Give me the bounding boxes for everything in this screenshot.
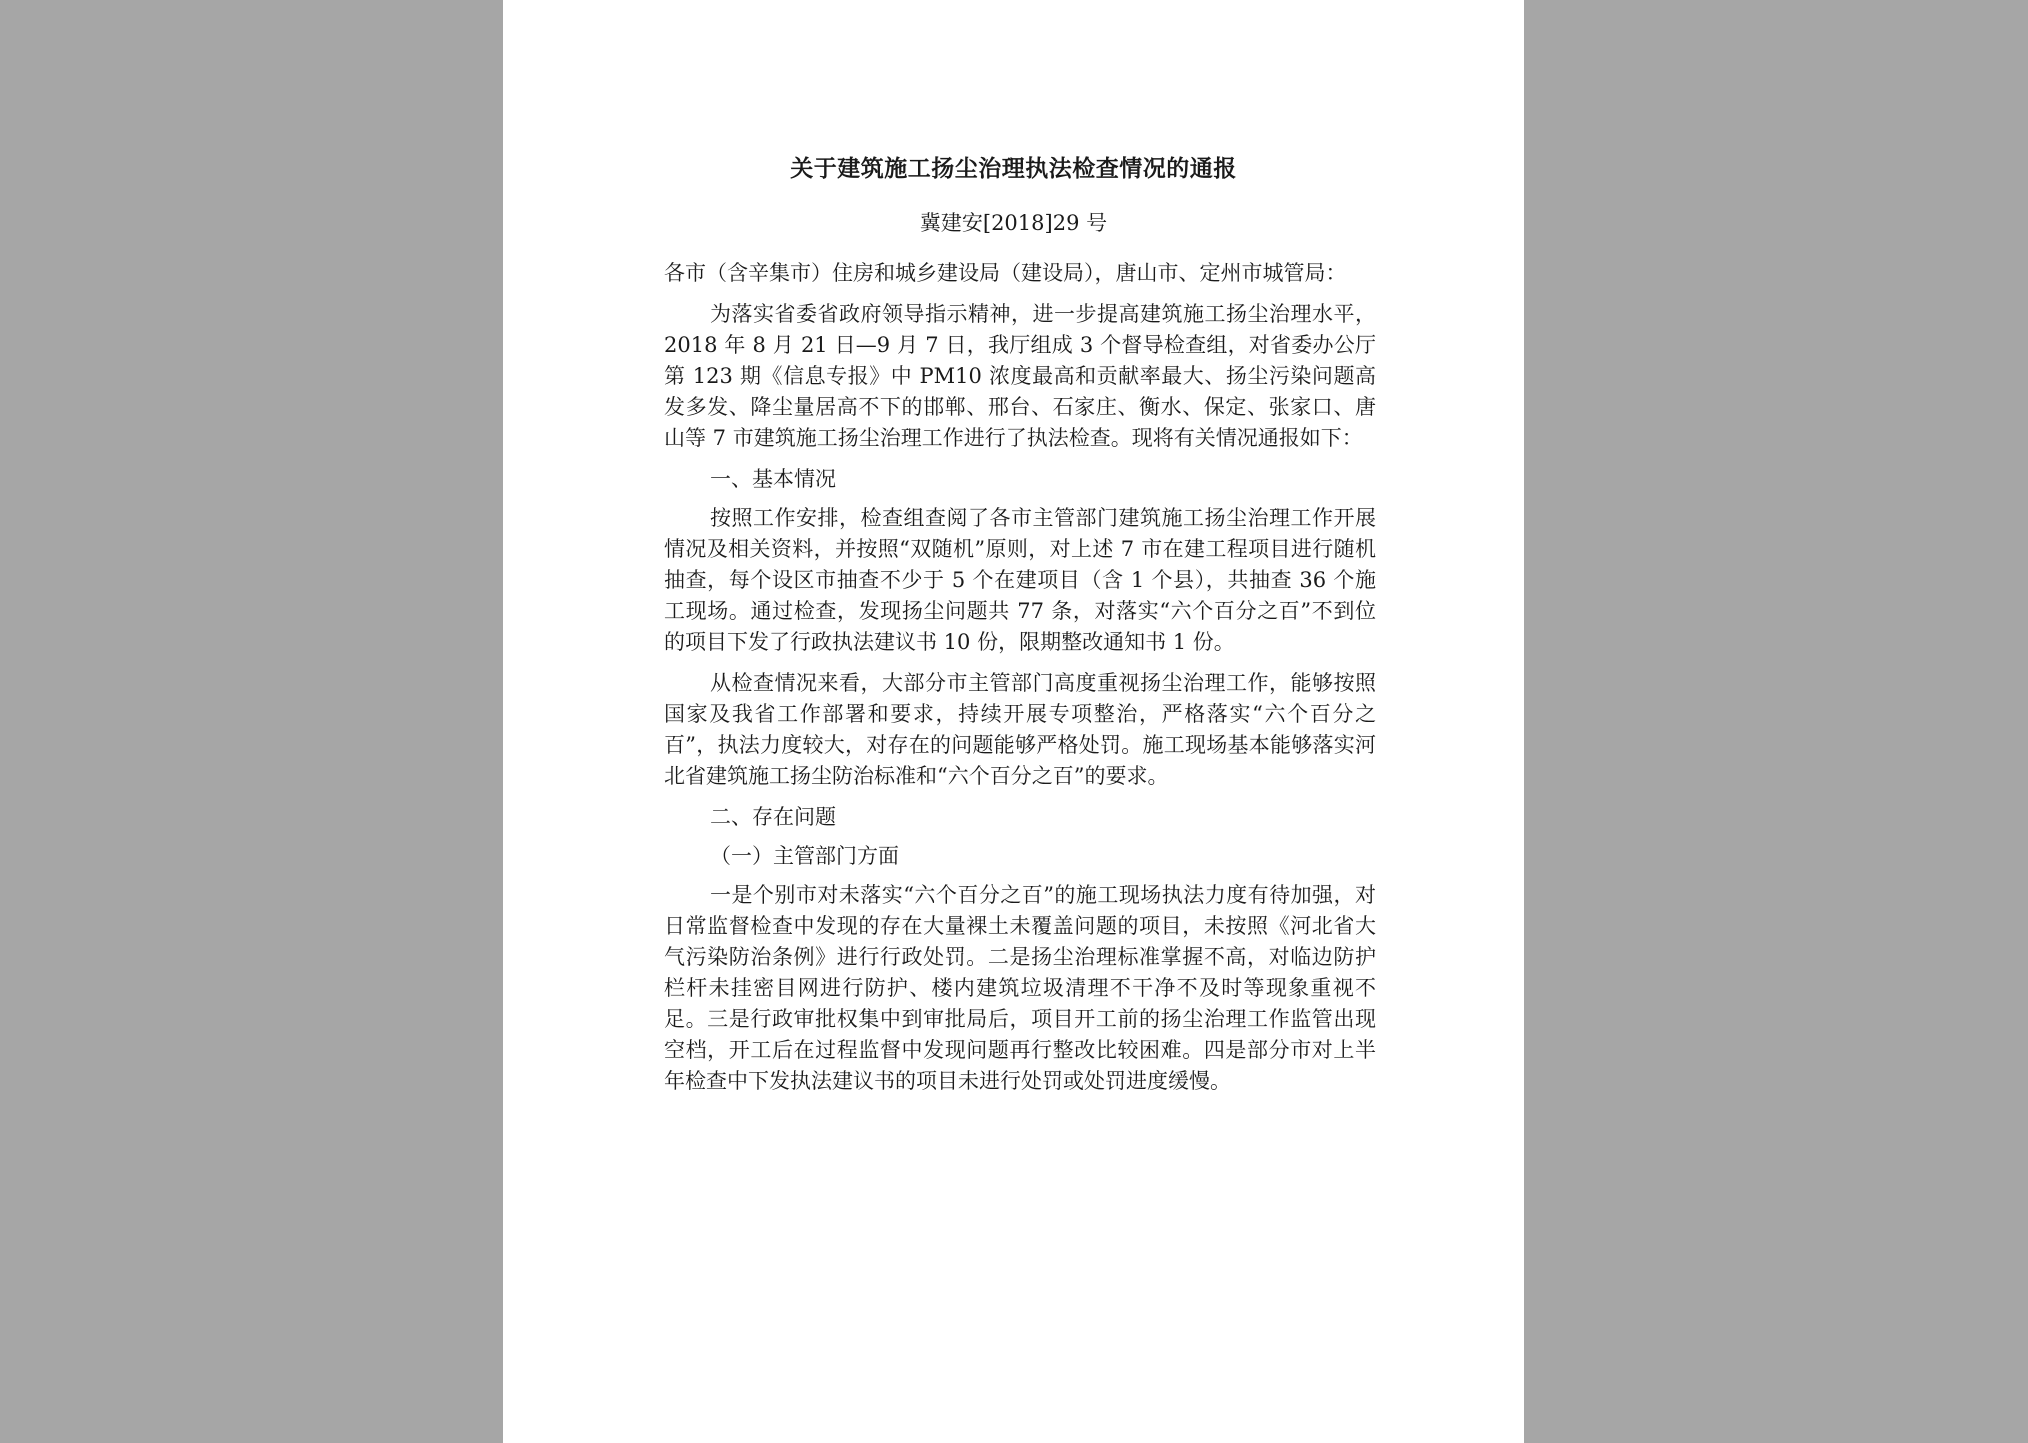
- section2-subheading-1: （一）主管部门方面: [710, 844, 899, 868]
- addressee: 各市（含辛集市）住房和城乡建设局（建设局），唐山市、定州市城管局：: [664, 261, 1347, 285]
- document-page: [503, 0, 1524, 1443]
- section1-paragraph-1: 按照工作安排，检查组查阅了各市主管部门建筑施工扬尘治理工作开展情况及相关资料，并按照“双随机”原则，对上述 7 市在建工程项目进行随机抽查，每个设区市抽查不少于 5 个在建项目（含 1 个县），共抽查 36 个施工现场。通过检查，发现扬尘问题共 77 条，对落实“六个百分之百”不到位的项目下发了行政执法建议书 10 份，限期整改通知书 1 份。: [664, 506, 1376, 654]
- section1-paragraph-2: 从检查情况来看，大部分市主管部门高度重视扬尘治理工作，能够按照国家及我省工作部署和要求，持续开展专项整治，严格落实“六个百分之百”，执法力度较大，对存在的问题能够严格处罚。施工现场基本能够落实河北省建筑施工扬尘防治标准和“六个百分之百”的要求。: [664, 671, 1376, 788]
- section2-heading: 二、存在问题: [710, 805, 836, 829]
- document-number: 冀建安[2018]29 号: [919, 211, 1108, 235]
- document-body: [664, 258, 1376, 1107]
- section1-heading: 一、基本情况: [710, 467, 836, 491]
- intro-paragraph: 为落实省委省政府领导指示精神，进一步提高建筑施工扬尘治理水平，2018 年 8 月 21 日—9 月 7 日，我厅组成 3 个督导检查组，对省委办公厅第 123 期《信息专报》中 PM10 浓度最高和贡献率最大、扬尘污染问题高发多发、降尘量居高不下的邯郸、邢台、石家庄、衡水、保定、张家口、唐山等 7 市建筑施工扬尘治理工作进行了执法检查。现将有关情况通报如下：: [664, 302, 1376, 450]
- section2-paragraph-1: 一是个别市对未落实“六个百分之百”的施工现场执法力度有待加强，对日常监督检查中发现的存在大量裸土未覆盖问题的项目，未按照《河北省大气污染防治条例》进行行政处罚。二是扬尘治理标准掌握不高，对临边防护栏杆未挂密目网进行防护、楼内建筑垃圾清理不干净不及时等现象重视不足。三是行政审批权集中到审批局后，项目开工前的扬尘治理工作监管出现空档，开工后在过程监督中发现问题再行整改比较困难。四是部分市对上半年检查中下发执法建议书的项目未进行处罚或处罚进度缓慢。: [664, 883, 1376, 1093]
- document-title: 关于建筑施工扬尘治理执法检查情况的通报: [790, 155, 1237, 182]
